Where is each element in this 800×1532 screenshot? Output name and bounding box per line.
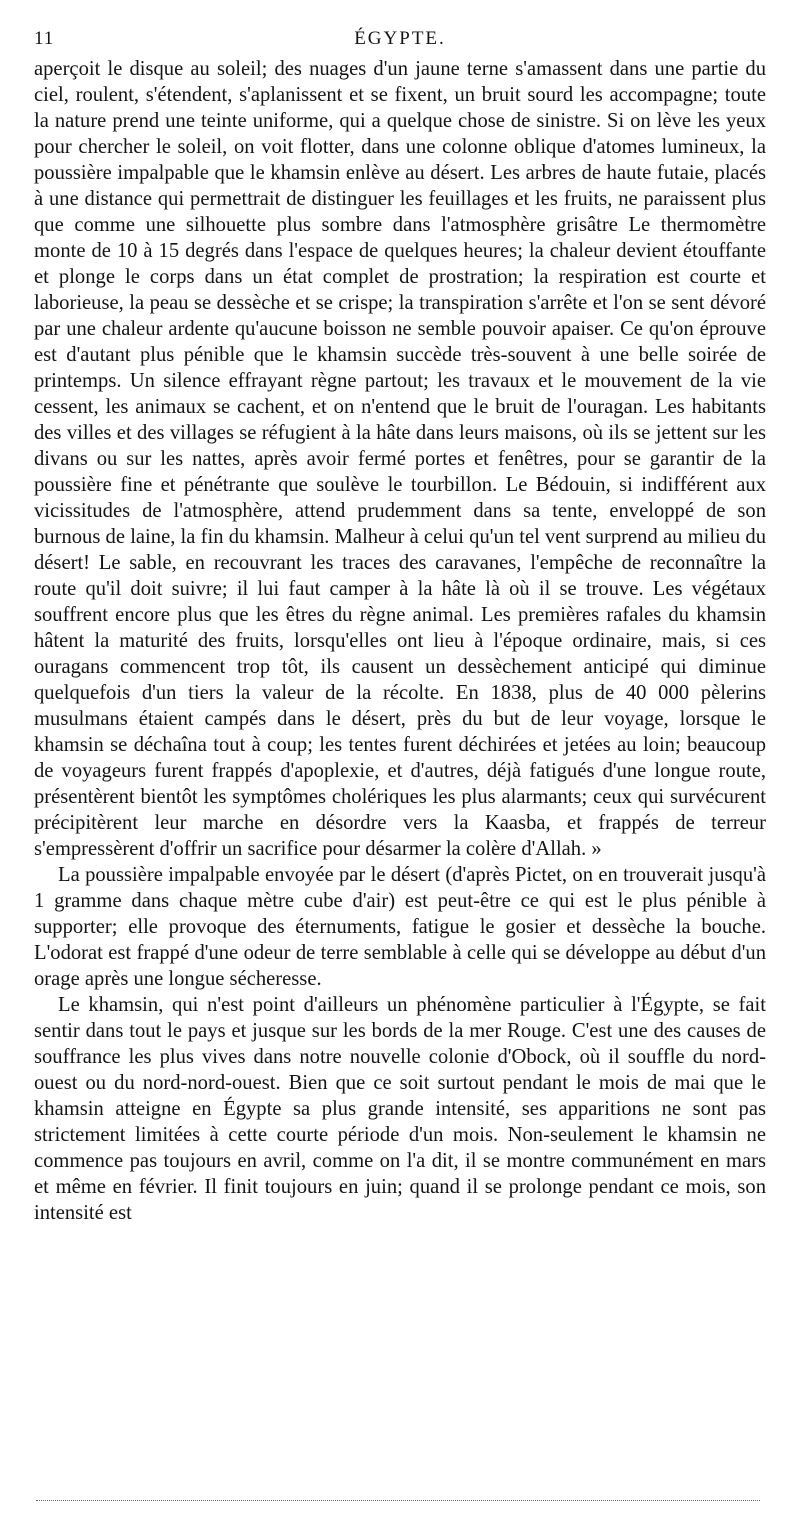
running-title: ÉGYPTE.	[354, 28, 446, 49]
page-number: 11	[34, 28, 55, 49]
paragraph-continued: aperçoit le disque au soleil; des nuages d'un jaune terne s'amassent dans une partie du ciel, roulent, s'étendent, s'aplanissent et se fixent, un bruit sourd les accompagne; toute la nature prend une teinte uniforme, qui a quelque chose de sinistre. Si on lève les yeux pour chercher le soleil, on voit flotter, dans une colonne oblique d'atomes lumineux, la poussière impalpable que le khamsin enlève au désert. Les arbres de haute futaie, placés à une distance qui permettrait de distinguer les feuillages et les fruits, ne paraissent plus que comme une silhouette plus sombre dans l'atmosphère grisâtre Le thermomètre monte de 10 à 15 degrés dans l'espace de quelques heures; la chaleur devient étouffante et plonge le corps dans un état complet de prostration; la respiration est courte et laborieuse, la peau se dessèche et se crispe; la transpiration s'arrête et l'on se sent dévoré par une chaleur ardente qu'aucune boisson ne semble pouvoir apaiser. Ce qu'on éprouve est d'autant plus pénible que le khamsin succède très-souvent à une belle soirée de printemps. Un silence effrayant règne partout; les travaux et le mouvement de la vie cessent, les animaux se cachent, et on n'entend que le bruit de l'ouragan. Les habitants des villes et des villages se réfugient à la hâte dans leurs maisons, où ils se jettent sur les divans ou sur les nattes, après avoir fermé portes et fenêtres, pour se garantir de la poussière fine et pénétrante que soulève le tourbillon. Le Bédouin, si indifférent aux vicissitudes de l'atmosphère, attend prudemment dans sa tente, enveloppé de son burnous de laine, la fin du khamsin. Malheur à celui qu'un tel vent surprend au milieu du désert! Le sable, en recouvrant les traces des caravanes, l'empêche de reconnaître la route qu'il doit suivre; il lui faut camper à la hâte là où il se trouve. Les végétaux souffrent encore plus que les êtres du règne animal. Les premières rafales du khamsin hâtent la maturité des fruits, lorsqu'elles ont lieu à l'époque ordinaire, mais, si ces ouragans commencent trop tôt, ils causent un dessèchement anticipé qui diminue quelquefois d'un tiers la valeur de la récolte. En 1838, plus de 40 000 pèlerins musulmans étaient campés dans le désert, près du but de leur voyage, lorsque le khamsin se déchaîna tout à coup; les tentes furent déchirées et jetées au loin; beaucoup de voyageurs furent frappés d'apoplexie, et d'autres, déjà fatigués d'une longue route, présentèrent bientôt les symptômes cholériques les plus alarmants; ceux qui survécurent précipitèrent leur marche en désordre vers la Kaasba, et frappés de terreur s'empressèrent d'offrir un sacrifice pour désarmer la colère d'Allah. »	[34, 58, 766, 860]
running-head	[34, 22, 766, 56]
body-text	[34, 56, 766, 1226]
paragraph: Le khamsin, qui n'est point d'ailleurs un phénomène particulier à l'Égypte, se fait sentir dans tout le pays et jusque sur les bords de la mer Rouge. C'est une des causes de souffrance les plus vives dans notre nouvelle colonie d'Obock, où il souffle du nord-ouest ou du nord-nord-ouest. Bien que ce soit surtout pendant le mois de mai que le khamsin atteigne en Égypte sa plus grande intensité, ses apparitions ne sont pas strictement limitées à cette courte période d'un mois. Non-seulement le khamsin ne commence pas toujours en avril, comme on l'a dit, il se montre communément en mars et même en février. Il finit toujours en juin; quand il se prolonge pendant ce mois, son intensité est	[34, 994, 766, 1224]
book-page	[34, 22, 766, 1226]
paragraph: La poussière impalpable envoyée par le désert (d'après Pictet, on en trouverait jusqu'à 1 gramme dans chaque mètre cube d'air) est peut-être ce qui est le plus pénible à supporter; elle provoque des éternuments, fatigue le gosier et dessèche la bouche. L'odorat est frappé d'une odeur de terre semblable à celle qui se développe au début d'un orage après une longue sécheresse.	[34, 864, 766, 990]
footer-rule	[36, 1500, 760, 1501]
